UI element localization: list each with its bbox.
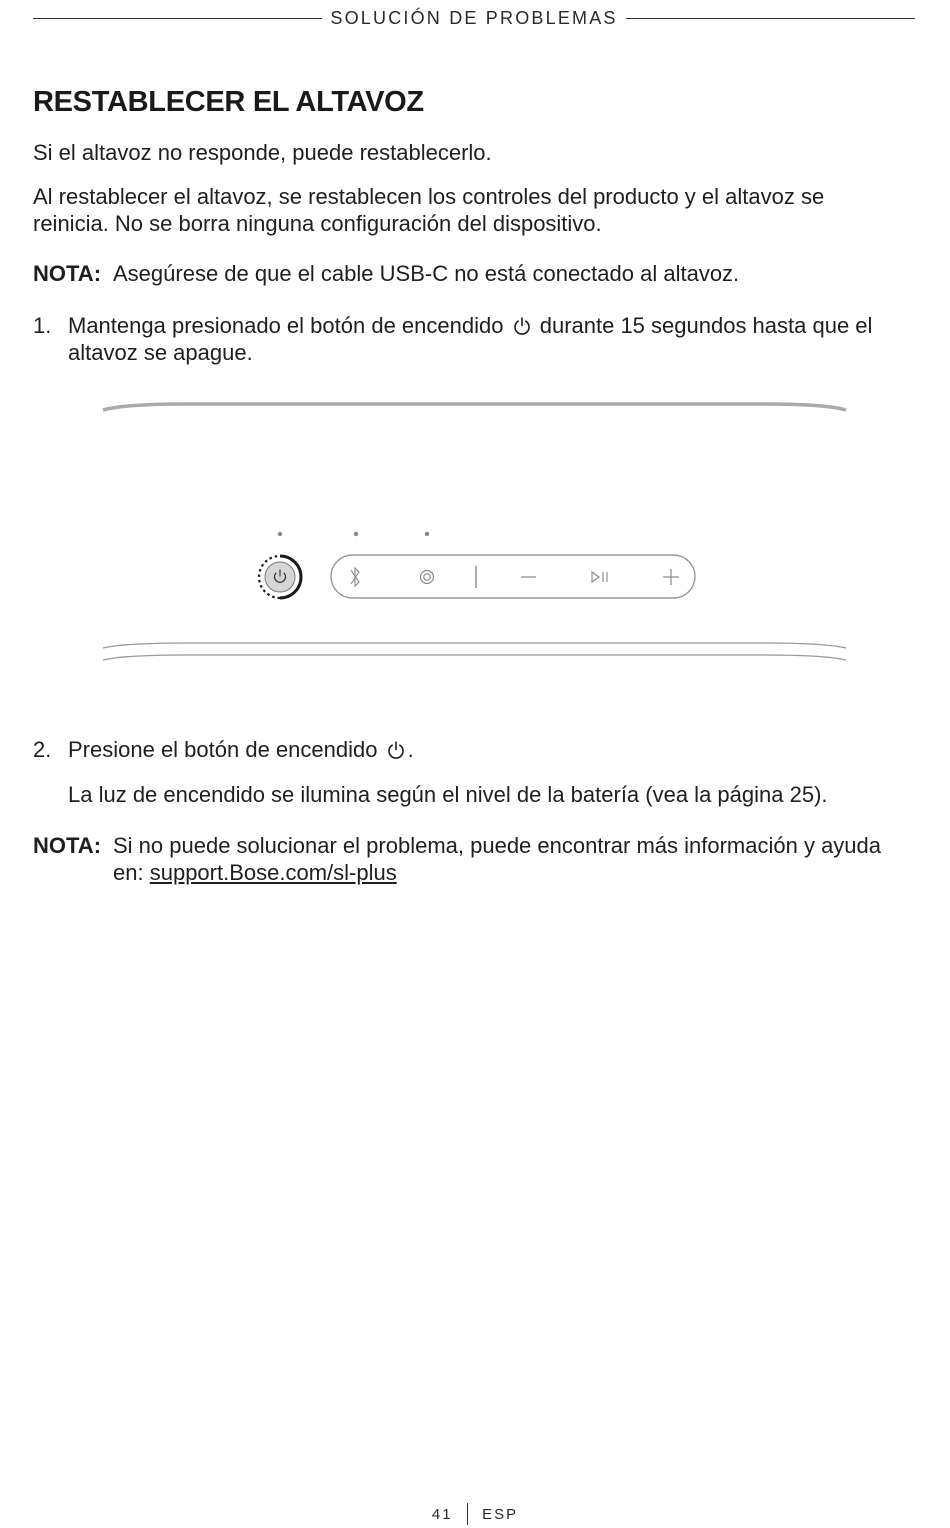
power-icon — [512, 316, 532, 336]
step-text-before: Mantenga presionado el botón de encendido — [68, 313, 504, 338]
speaker-top-edge — [103, 404, 846, 410]
speaker-bottom-edge-lower — [103, 655, 846, 660]
note-label: NOTA: — [33, 261, 102, 286]
step-number: 2. — [33, 737, 52, 762]
power-button — [259, 556, 301, 598]
step-2 — [33, 737, 913, 764]
page-title: RESTABLECER EL ALTAVOZ — [33, 86, 424, 118]
step-2-detail: La luz de encendido se ilumina según el nivel de la batería (vea la página 25). — [68, 782, 828, 807]
note-label: NOTA: — [33, 833, 102, 858]
step-text-before: Presione el botón de encendido — [68, 737, 378, 762]
note-text-body: Si no puede solucionar el problema, puede encontrar más información y ayuda en: — [113, 833, 882, 885]
step-text-after: durante 15 segundos hasta que el altavoz se apague. — [68, 313, 873, 365]
indicator-dot-power — [278, 532, 282, 536]
speaker-control-illustration — [95, 395, 855, 670]
step-number: 1. — [33, 313, 52, 338]
support-link[interactable]: support.Bose.com/sl-plus — [149, 859, 397, 885]
page-footer — [0, 1500, 950, 1528]
power-icon — [386, 740, 406, 760]
note-text — [113, 833, 913, 886]
note-text: Asegúrese de que el cable USB-C no está conectado al altavoz. — [113, 261, 740, 286]
header-rule-right — [626, 18, 915, 19]
note-usb — [33, 261, 913, 288]
language-code: ESP — [482, 1505, 519, 1523]
indicator-dot-bluetooth — [354, 532, 358, 536]
intro-paragraph: Si el altavoz no responde, puede restablecerlo. — [33, 140, 492, 165]
page-number: 41 — [431, 1505, 453, 1523]
speaker-bottom-edge-upper — [103, 643, 846, 648]
step-text-after: . — [407, 737, 414, 762]
section-title: SOLUCIÓN DE PROBLEMAS — [330, 7, 618, 28]
control-panel — [331, 555, 695, 598]
step-text — [68, 737, 913, 764]
page-header — [33, 7, 915, 29]
step-text — [68, 313, 913, 366]
note-support — [33, 833, 913, 886]
indicator-dot-action — [425, 532, 429, 536]
description-paragraph: Al restablecer el altavoz, se restablecen los controles del producto y el altavoz se reinicia. No se borra ninguna configuración del dispositivo. — [33, 184, 825, 236]
step-1 — [33, 313, 913, 366]
footer-separator — [467, 1503, 469, 1525]
header-rule-left — [33, 18, 322, 19]
